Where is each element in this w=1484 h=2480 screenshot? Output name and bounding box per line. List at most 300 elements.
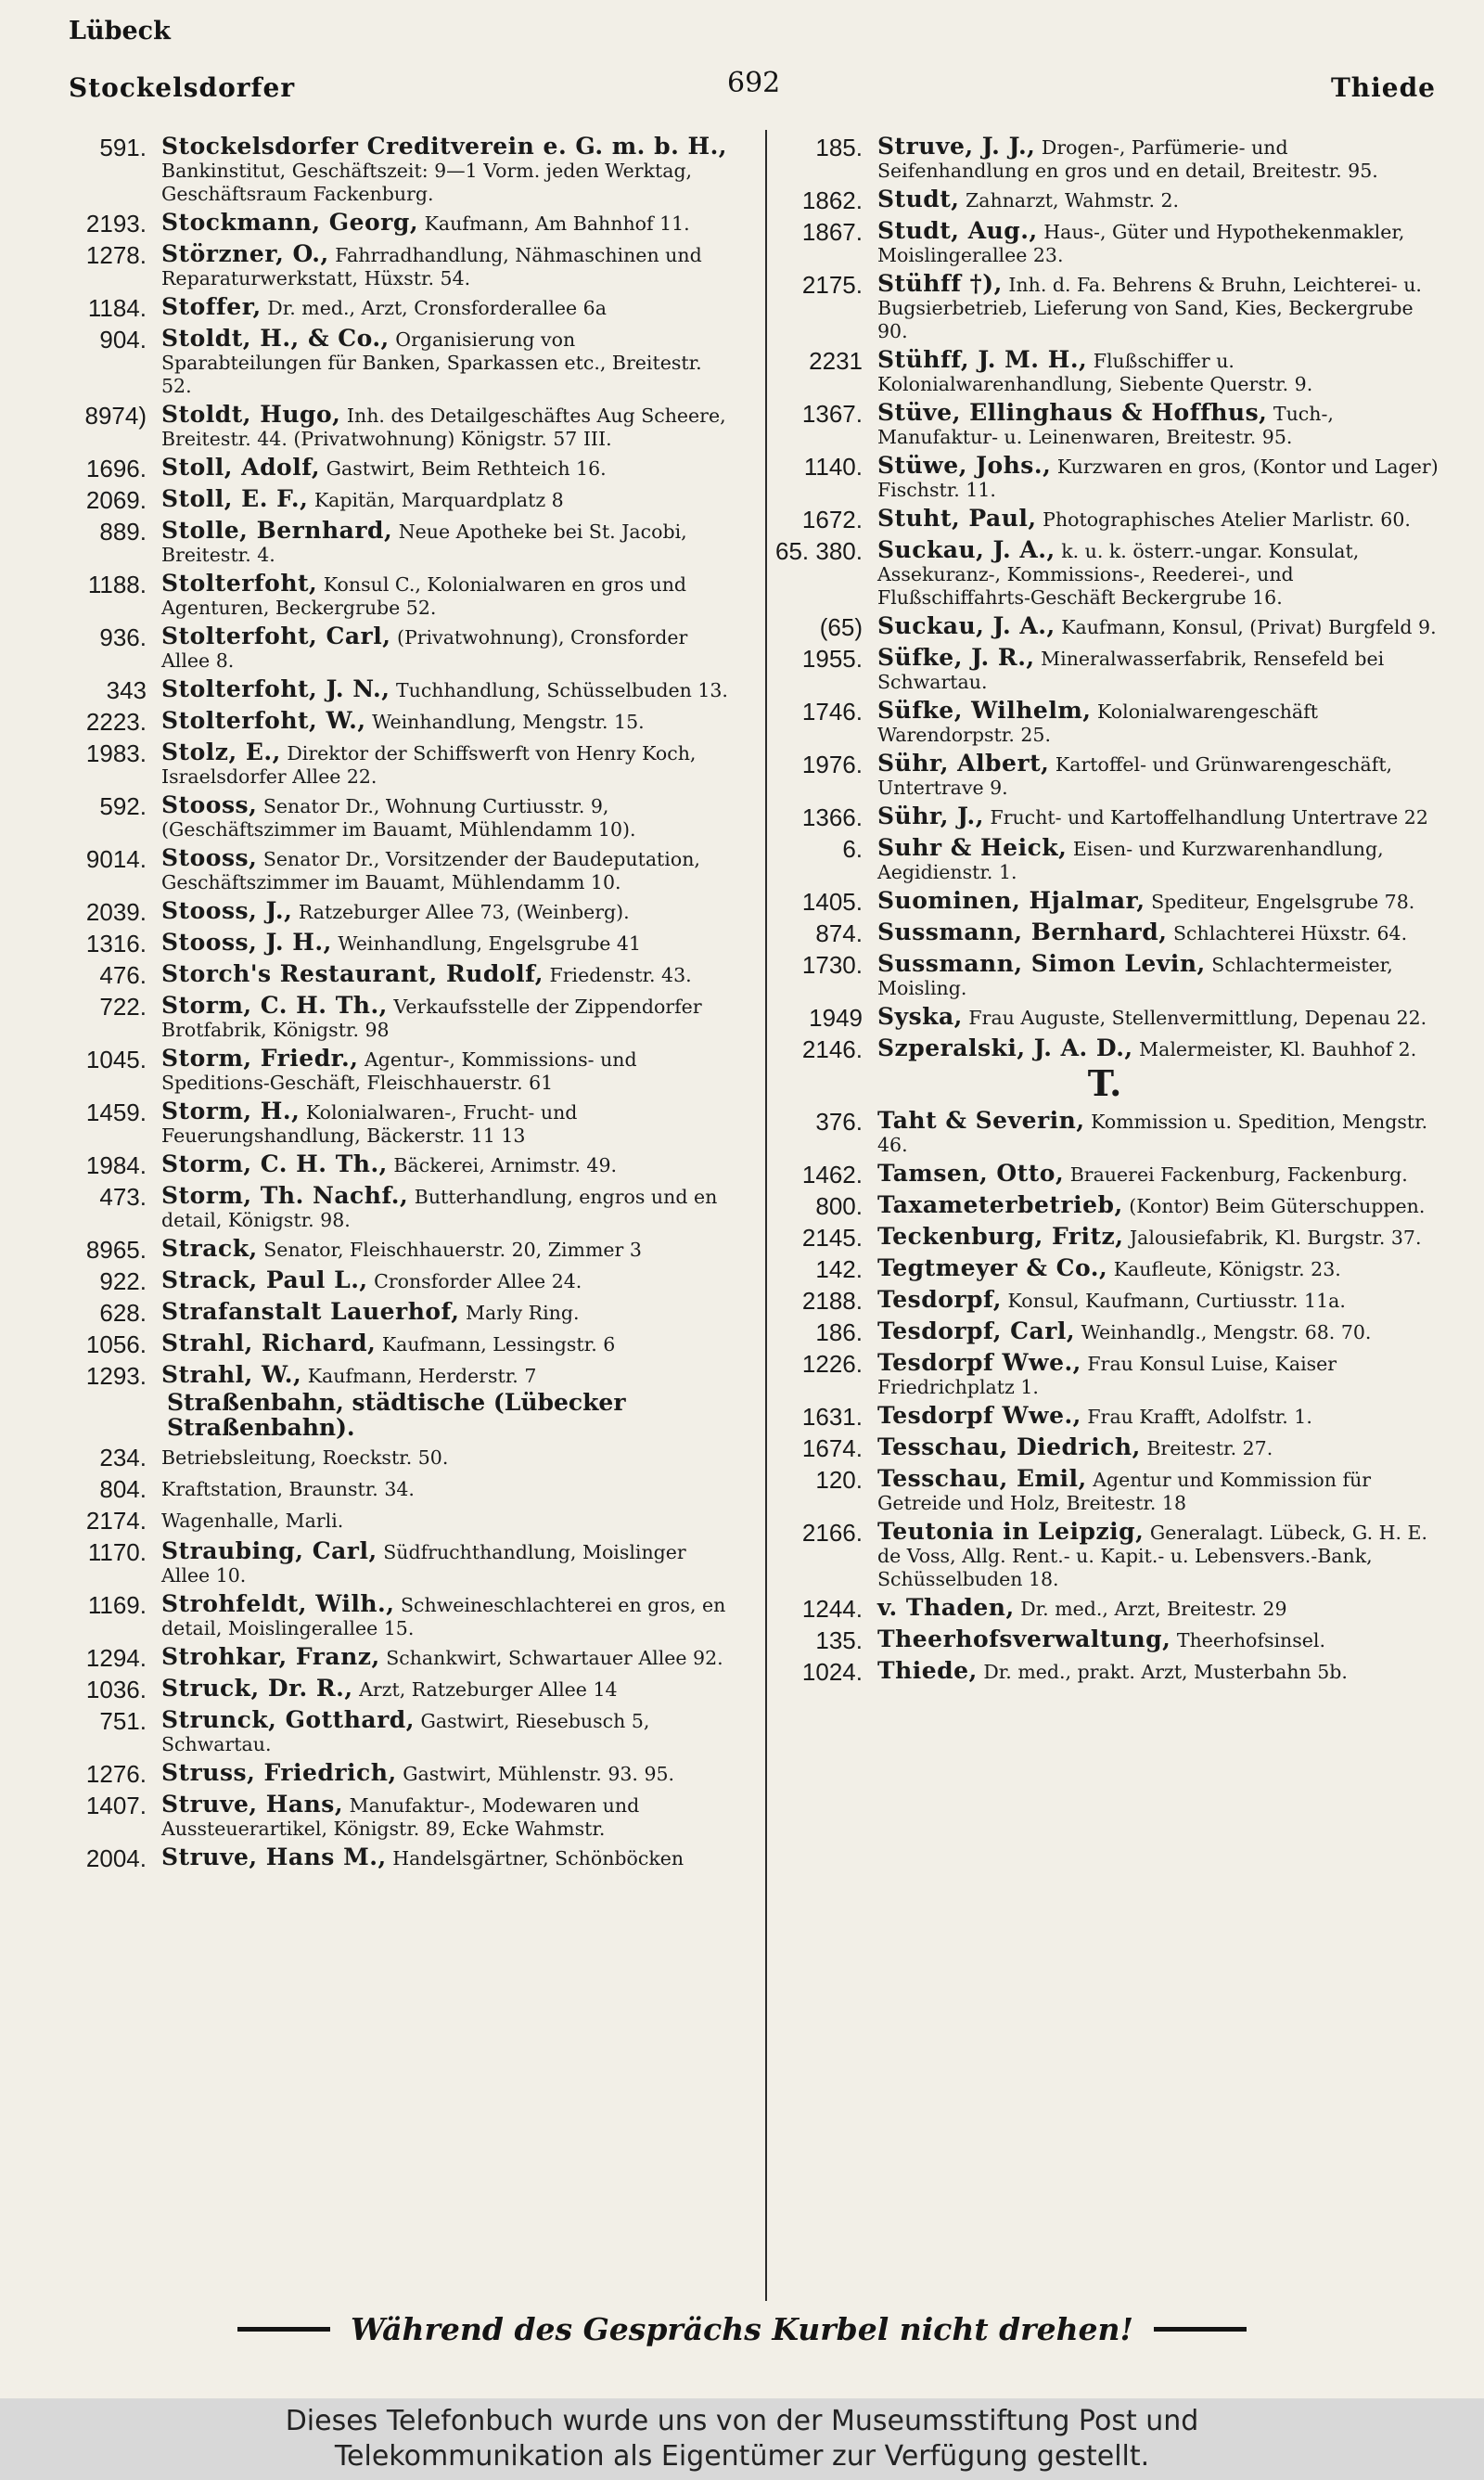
entry-details: Agentur und Kommission für Getreide und Holz, Breitestr. 18 (877, 1469, 1372, 1514)
entry-details: Inh. d. Fa. Behrens & Bruhn, Leichterei- u. Bugsierbetrieb, Lieferung von Sand, Kies, Beckergrube 90. (877, 274, 1422, 342)
directory-entry (770, 1189, 1439, 1220)
entry-details: Butterhandlung, engros und en detail, Königstr. 98. (161, 1186, 718, 1231)
directory-entry (770, 1431, 1439, 1462)
phone-number: 1955. (801, 645, 863, 673)
phone-number: 889. (99, 518, 147, 546)
phone-number: 1746. (801, 698, 863, 726)
entry-details: Theerhofsinsel. (1176, 1629, 1325, 1651)
entry-name: Teutonia in Leipzig, (877, 1518, 1145, 1545)
directory-entry (58, 322, 733, 398)
phone-number: 1867. (801, 218, 863, 246)
entry-name: Sussmann, Bernhard, (877, 919, 1168, 945)
entry-name: Strack, (161, 1235, 258, 1262)
entry-details: Arzt, Ratzeburger Allee 14 (359, 1678, 618, 1701)
entry-name: Tegtmeyer & Co., (877, 1254, 1108, 1281)
entry-name: Storm, C. H. Th., (161, 1150, 388, 1177)
directory-entry (770, 610, 1439, 641)
entry-text (147, 736, 733, 789)
entry-details: Betriebsleitung, Roeckstr. 50. (161, 1446, 449, 1469)
directory-entry (770, 1032, 1439, 1063)
entry-details: Schweineschlachterei en gros, en detail, Moislingerallee 15. (161, 1594, 726, 1639)
entry-details: Bäckerei, Arnimstr. 49. (393, 1154, 618, 1176)
phone-number: 1316. (85, 930, 147, 957)
directory-entry (770, 1157, 1439, 1189)
entry-details: Drogen-, Parfümerie- und Seifenhandlung en gros und en detail, Breitestr. 95. (877, 136, 1378, 182)
entry-text (863, 1346, 1439, 1399)
entry-text (147, 789, 733, 842)
entry-details: Kommission u. Spedition, Mengstr. 46. (877, 1111, 1428, 1156)
entry-details: Dr. med., Arzt, Breitestr. 29 (1020, 1598, 1287, 1620)
entry-name: Taxameterbetrieb, (877, 1191, 1123, 1218)
phone-number: (65) (819, 613, 863, 641)
entry-details: Manufaktur-, Modewaren und Aussteuerartikel, Königstr. 89, Ecke Wahmstr. (161, 1794, 640, 1840)
entry-text (863, 1104, 1439, 1157)
entry-details: Schlachterei Hüxstr. 64. (1172, 922, 1408, 944)
entry-details: Tuch-, Manufaktur- u. Leinenwaren, Breitestr. 95. (877, 403, 1334, 448)
entry-name: Tesdorpf, Carl, (877, 1317, 1076, 1344)
phone-number: 1188. (87, 571, 147, 598)
entry-text (147, 1756, 733, 1788)
phone-number: 2193. (85, 210, 147, 238)
footer-line-1: Dieses Telefonbuch wurde uns von der Museumsstiftung Post und (285, 2405, 1199, 2437)
directory-entry (58, 1535, 733, 1587)
phone-number: 1293. (85, 1362, 147, 1390)
right-column (770, 130, 1439, 1686)
entry-name: Stüve, Ellinghaus & Hoffhus, (877, 399, 1268, 426)
directory-entry (770, 800, 1439, 831)
phone-number: 1674. (801, 1434, 863, 1462)
entry-name: Tesschau, Diedrich, (877, 1433, 1141, 1460)
phone-number: 1036. (85, 1676, 147, 1703)
entry-name: Sussmann, Simon Levin, (877, 950, 1206, 977)
entry-details: Kaufmann, Am Bahnhof 11. (424, 212, 690, 235)
left-column (58, 130, 733, 1872)
entry-details: Organisierung von Sparabteilungen für Banken, Sparkassen etc., Breitestr. 52. (161, 328, 702, 397)
directory-entry (770, 343, 1439, 396)
entry-details: Marly Ring. (466, 1302, 580, 1324)
entry-name: Störzner, O., (161, 240, 329, 267)
entry-text (863, 1157, 1439, 1189)
phone-number: 1631. (801, 1403, 863, 1431)
phone-number: 1024. (801, 1658, 863, 1686)
phone-number: 1407. (85, 1792, 147, 1819)
entry-text (147, 1788, 733, 1841)
entry-text (863, 130, 1439, 183)
entry-name: Studt, (877, 186, 960, 212)
entry-text (147, 673, 733, 704)
entry-text (147, 926, 733, 957)
entry-text (147, 482, 733, 514)
entry-text (147, 514, 733, 567)
entry-details: Tuchhandlung, Schüsselbuden 13. (395, 679, 728, 701)
entry-name: Storm, H., (161, 1098, 301, 1124)
directory-entry (770, 1283, 1439, 1315)
directory-entry (58, 1672, 733, 1703)
directory-entry (58, 1148, 733, 1179)
phone-number: 1462. (801, 1161, 863, 1189)
phone-number: 473. (99, 1183, 147, 1211)
entry-name: Tamsen, Otto, (877, 1160, 1065, 1187)
phone-number: 628. (99, 1299, 147, 1327)
entry-name: Stooss, (161, 844, 258, 871)
entry-name: Storm, C. H. Th., (161, 992, 388, 1019)
entry-details: Kaufmann, Konsul, (Privat) Burgfeld 9. (1061, 616, 1437, 638)
entry-details: Photographisches Atelier Marlistr. 60. (1043, 508, 1411, 531)
entry-details: Direktor der Schiffswerft von Henry Koch, Israelsdorfer Allee 22. (161, 742, 697, 788)
phone-number: 800. (815, 1192, 863, 1220)
phone-number: 1294. (85, 1644, 147, 1672)
phone-number: 1276. (85, 1760, 147, 1788)
entry-name: Süfke, J. R., (877, 644, 1035, 671)
directory-entry (58, 1179, 733, 1232)
entry-name: Stolterfoht, Carl, (161, 623, 391, 649)
phone-number: 186. (815, 1318, 863, 1346)
phone-number: 1226. (801, 1350, 863, 1378)
entry-text (863, 214, 1439, 267)
directory-entry (770, 1654, 1439, 1686)
entry-name: Thiede, (877, 1657, 978, 1684)
entry-text (147, 1179, 733, 1232)
entry-details: Kartoffel- und Grünwarengeschäft, Untertrave 9. (877, 753, 1393, 799)
entry-text (863, 533, 1439, 610)
phone-number: 2231 (809, 347, 863, 375)
phone-number: 1949 (809, 1004, 863, 1032)
entry-text (863, 1000, 1439, 1032)
directory-entry (58, 1042, 733, 1095)
entry-text (863, 1462, 1439, 1515)
entry-text (863, 1252, 1439, 1283)
directory-entry (770, 1399, 1439, 1431)
entry-text (863, 610, 1439, 641)
entry-name: Syska, (877, 1003, 963, 1030)
entry-text (863, 1431, 1439, 1462)
entry-name: Strahl, W., (161, 1361, 302, 1388)
entry-name: Strunck, Gotthard, (161, 1706, 415, 1733)
entry-name: Suckau, J. A., (877, 612, 1055, 639)
entry-text (863, 831, 1439, 884)
entry-text (863, 641, 1439, 694)
phone-number: 8974) (84, 402, 147, 430)
directory-entry (770, 1252, 1439, 1283)
entry-details: Frau Krafft, Adolfstr. 1. (1087, 1406, 1312, 1428)
entry-details: Generalagt. Lübeck, G. H. E. de Voss, Allg. Rent.- u. Kapit.- u. Lebensvers.-Bank, Schüsselbuden 18. (877, 1522, 1427, 1590)
entry-name: Stockmann, Georg, (161, 209, 419, 236)
directory-entry (58, 1358, 733, 1390)
directory-entry (58, 567, 733, 620)
notice-rule-right (1154, 2327, 1247, 2332)
directory-entry (58, 398, 733, 451)
entry-text (147, 290, 733, 322)
entry-name: Tesdorpf Wwe., (877, 1349, 1081, 1376)
phone-number: 2004. (85, 1844, 147, 1872)
entry-name: Suckau, J. A., (877, 536, 1055, 563)
directory-entry (58, 290, 733, 322)
entry-details: Eisen- und Kurzwarenhandlung, Aegidienstr. 1. (877, 838, 1384, 883)
footer-line-2: Telekommunikation als Eigentümer zur Verfügung gestellt. (334, 2440, 1150, 2473)
entry-text (147, 1535, 733, 1587)
directory-entry (770, 396, 1439, 449)
phone-number: 804. (99, 1475, 147, 1503)
directory-entry (58, 1232, 733, 1264)
notice-text: Während des Gesprächs Kurbel nicht drehen! (350, 2310, 1134, 2347)
phone-number: 234. (99, 1444, 147, 1471)
phone-number: 1672. (801, 506, 863, 533)
entry-text (863, 1189, 1439, 1220)
entry-details: Brauerei Fackenburg, Fackenburg. (1069, 1163, 1408, 1186)
directory-entry (770, 947, 1439, 1000)
entry-details: Flußschiffer u. Kolonialwarenhandlung, Siebente Querstr. 9. (877, 350, 1313, 395)
entry-details: Kolonialwaren-, Frucht- und Feuerungshandlung, Bäckerstr. 11 13 (161, 1101, 578, 1147)
directory-entry (770, 831, 1439, 884)
entry-details: Konsul C., Kolonialwaren en gros und Agenturen, Beckergrube 52. (161, 573, 687, 619)
entry-name: Stolterfoht, J. N., (161, 675, 390, 702)
directory-entry (58, 1095, 733, 1148)
directory-entry (58, 130, 733, 206)
entry-details: Mineralwasserfabrik, Rensefeld bei Schwartau. (877, 648, 1385, 693)
entry-text (863, 183, 1439, 214)
phone-number: 1730. (801, 951, 863, 979)
entry-details: Jalousiefabrik, Kl. Burgstr. 37. (1129, 1227, 1422, 1249)
column-divider (765, 130, 767, 2301)
entry-text (863, 1591, 1439, 1623)
directory-entry (770, 130, 1439, 183)
entry-details: Ratzeburger Allee 73, (Weinberg). (298, 901, 630, 923)
entry-details: Senator Dr., Wohnung Curtiusstr. 9, (Geschäftszimmer im Bauamt, Mühlendamm 10). (161, 795, 636, 841)
directory-entry (770, 1104, 1439, 1157)
page-number: 692 (727, 67, 781, 99)
footer-credit (0, 2398, 1484, 2480)
entry-text (147, 1471, 733, 1503)
entry-name: Struck, Dr. R., (161, 1675, 353, 1702)
entry-name: Stühff †), (877, 270, 1003, 297)
directory-entry (58, 926, 733, 957)
entry-details: Kaufmann, Lessingstr. 6 (381, 1333, 616, 1356)
directory-entry (58, 957, 733, 989)
entry-details: Zahnarzt, Wahmstr. 2. (966, 189, 1180, 212)
entry-details: (Privatwohnung), Cronsforder Allee 8. (161, 626, 688, 672)
entry-name: Süfke, Wilhelm, (877, 697, 1092, 724)
entry-text (863, 396, 1439, 449)
directory-entry (58, 1264, 733, 1295)
entry-details: Verkaufsstelle der Zippendorfer Brotfabrik, Königstr. 98 (161, 996, 702, 1041)
entry-name: Sühr, J., (877, 803, 984, 829)
entry-details: Breitestr. 27. (1146, 1437, 1273, 1459)
entry-text (863, 267, 1439, 343)
entry-name: Stooss, J. H., (161, 929, 332, 956)
directory-entry (770, 747, 1439, 800)
entry-name: Stüwe, Johs., (877, 452, 1052, 479)
entry-text (147, 1672, 733, 1703)
directory-entry (58, 1327, 733, 1358)
directory-entry (770, 1623, 1439, 1654)
directory-entry (58, 1587, 733, 1640)
phone-number: 185. (815, 134, 863, 161)
phone-number: 8965. (85, 1236, 147, 1264)
phone-number: 120. (815, 1466, 863, 1494)
entry-name: Strohkar, Franz, (161, 1643, 380, 1670)
entry-name: Stockelsdorfer Creditverein e. G. m. b. H., (161, 133, 728, 160)
directory-entry (770, 1220, 1439, 1252)
entry-name: Strafanstalt Lauerhof, (161, 1298, 460, 1325)
entry-text (863, 800, 1439, 831)
entry-details: Senator, Fleischhauerstr. 20, Zimmer 3 (263, 1239, 642, 1261)
entry-text (147, 206, 733, 238)
entry-text (863, 694, 1439, 747)
entry-text (863, 1623, 1439, 1654)
directory-entry (58, 989, 733, 1042)
directory-entry (770, 533, 1439, 610)
entry-text (863, 947, 1439, 1000)
phone-number: 1184. (87, 294, 147, 322)
entry-details: Gastwirt, Beim Rethteich 16. (326, 457, 607, 480)
directory-entry (58, 704, 733, 736)
entry-text (147, 1264, 733, 1295)
entry-details: Kolonialwarengeschäft Warendorpstr. 25. (877, 700, 1318, 746)
entry-details: Dr. med., Arzt, Cronsforderallee 6a (267, 297, 607, 319)
entry-text (863, 747, 1439, 800)
entry-text (147, 1042, 733, 1095)
entry-name: Storm, Th. Nachf., (161, 1182, 409, 1209)
entry-name: Storch's Restaurant, Rudolf, (161, 960, 544, 987)
entry-name: Storm, Friedr., (161, 1045, 359, 1072)
entry-name: Stolterfoht, W., (161, 707, 366, 734)
phone-number: 2175. (801, 271, 863, 299)
directory-entry (58, 842, 733, 894)
entry-text (147, 238, 733, 290)
entry-details: Gastwirt, Riesebusch 5, Schwartau. (161, 1710, 650, 1755)
entry-details: Weinhandlung, Engelsgrube 41 (338, 932, 642, 955)
entry-name: Taht & Severin, (877, 1107, 1085, 1134)
entry-text (147, 989, 733, 1042)
phone-number: 1278. (85, 241, 147, 269)
entry-text (147, 1358, 733, 1390)
entry-text (147, 1503, 733, 1535)
letter-heading: T. (1087, 1062, 1122, 1104)
entry-name: Tesschau, Emil, (877, 1465, 1087, 1492)
phone-number: 2069. (85, 486, 147, 514)
entry-details: Neue Apotheke bei St. Jacobi, Breitestr. 4. (161, 520, 687, 566)
phone-number: 1984. (85, 1151, 147, 1179)
entry-details: Frau Konsul Luise, Kaiser Friedrichplatz 1. (877, 1353, 1337, 1398)
entry-text (147, 1703, 733, 1756)
entry-text (147, 957, 733, 989)
entry-name: Struss, Friedrich, (161, 1759, 397, 1786)
phone-number: 6. (842, 835, 863, 863)
entry-name: Suominen, Hjalmar, (877, 887, 1145, 914)
directory-entry (770, 1515, 1439, 1591)
notice-rule-left (237, 2327, 330, 2332)
entry-name: Strohfeldt, Wilh., (161, 1590, 395, 1617)
entry-details: Konsul, Kaufmann, Curtiusstr. 11a. (1007, 1290, 1346, 1312)
directory-entry (770, 1346, 1439, 1399)
entry-name: Stooss, J., (161, 897, 293, 924)
entry-details: (Kontor) Beim Güterschuppen. (1129, 1195, 1426, 1217)
entry-text (863, 1399, 1439, 1431)
phone-number: 1170. (87, 1538, 147, 1566)
entry-details: Kaufmann, Herderstr. 7 (307, 1365, 537, 1387)
phone-number: 1244. (801, 1595, 863, 1623)
entry-text (863, 1032, 1439, 1063)
entry-name: Stolterfoht, (161, 570, 318, 597)
entry-name: Teckenburg, Fritz, (877, 1223, 1124, 1250)
directory-entry (770, 916, 1439, 947)
phone-number: 904. (99, 326, 147, 353)
phone-number: 2146. (801, 1035, 863, 1063)
phone-number: 922. (99, 1267, 147, 1295)
directory-entry (58, 514, 733, 567)
entry-name: Szperalski, J. A. D., (877, 1034, 1133, 1061)
entry-name: Theerhofsverwaltung, (877, 1625, 1171, 1652)
entry-text (863, 1283, 1439, 1315)
entry-text (147, 322, 733, 398)
entry-details: Bankinstitut, Geschäftszeit: 9—1 Vorm. jeden Werktag, Geschäftsraum Fackenburg. (161, 160, 693, 205)
entry-text (147, 398, 733, 451)
phone-number: 2174. (85, 1507, 147, 1535)
entry-text (147, 130, 733, 206)
entry-details: Cronsforder Allee 24. (374, 1270, 582, 1292)
phone-number: 874. (815, 919, 863, 947)
entry-details: Friedenstr. 43. (549, 964, 692, 986)
entry-details: Südfruchthandlung, Moislinger Allee 10. (161, 1541, 686, 1587)
phone-number: 135. (815, 1626, 863, 1654)
directory-entry (770, 1462, 1439, 1515)
entry-details: Kaufleute, Königstr. 23. (1113, 1258, 1341, 1280)
entry-text (863, 884, 1439, 916)
directory-entry (58, 1640, 733, 1672)
directory-entry (58, 1788, 733, 1841)
phone-number: 1366. (801, 803, 863, 831)
phone-number: 1056. (85, 1330, 147, 1358)
directory-entry (770, 449, 1439, 502)
entry-text (863, 1315, 1439, 1346)
directory-entry (58, 894, 733, 926)
entry-details: Schlachtermeister, Moisling. (877, 954, 1393, 999)
entry-text (863, 1654, 1439, 1686)
directory-entry (58, 238, 733, 290)
entry-details: Wagenhalle, Marli. (161, 1510, 344, 1532)
directory-entry (770, 502, 1439, 533)
phone-number: 343 (106, 676, 147, 704)
phone-number: 722. (99, 993, 147, 1021)
entry-details: Schankwirt, Schwartauer Allee 92. (386, 1647, 723, 1669)
directory-entry (770, 884, 1439, 916)
entry-text (147, 704, 733, 736)
entry-text (147, 1327, 733, 1358)
entry-text (147, 1587, 733, 1640)
phone-number: 2039. (85, 898, 147, 926)
phone-number: 1976. (801, 751, 863, 778)
entry-name: Suhr & Heick, (877, 834, 1068, 861)
entry-text (147, 1295, 733, 1327)
phone-number: 1983. (85, 739, 147, 767)
entry-text (147, 451, 733, 482)
entry-details: Frau Auguste, Stellenvermittlung, Depenau 22. (968, 1007, 1427, 1029)
entry-details: Weinhandlung, Mengstr. 15. (372, 711, 645, 733)
phone-number: 1169. (87, 1591, 147, 1619)
notice-line (0, 2301, 1484, 2357)
entry-details: Agentur-, Kommissions- und Speditions-Geschäft, Fleischhauerstr. 61 (161, 1048, 637, 1094)
directory-entry (770, 214, 1439, 267)
phone-number: 1367. (801, 400, 863, 428)
entry-name: Strack, Paul L., (161, 1266, 368, 1293)
entry-name: Stoll, Adolf, (161, 454, 321, 481)
phone-number: 2145. (801, 1224, 863, 1252)
directory-entry (58, 1440, 733, 1471)
entry-text (147, 842, 733, 894)
phone-number: 1140. (803, 453, 863, 481)
entry-name: Stoldt, Hugo, (161, 401, 341, 428)
directory-entry (58, 482, 733, 514)
